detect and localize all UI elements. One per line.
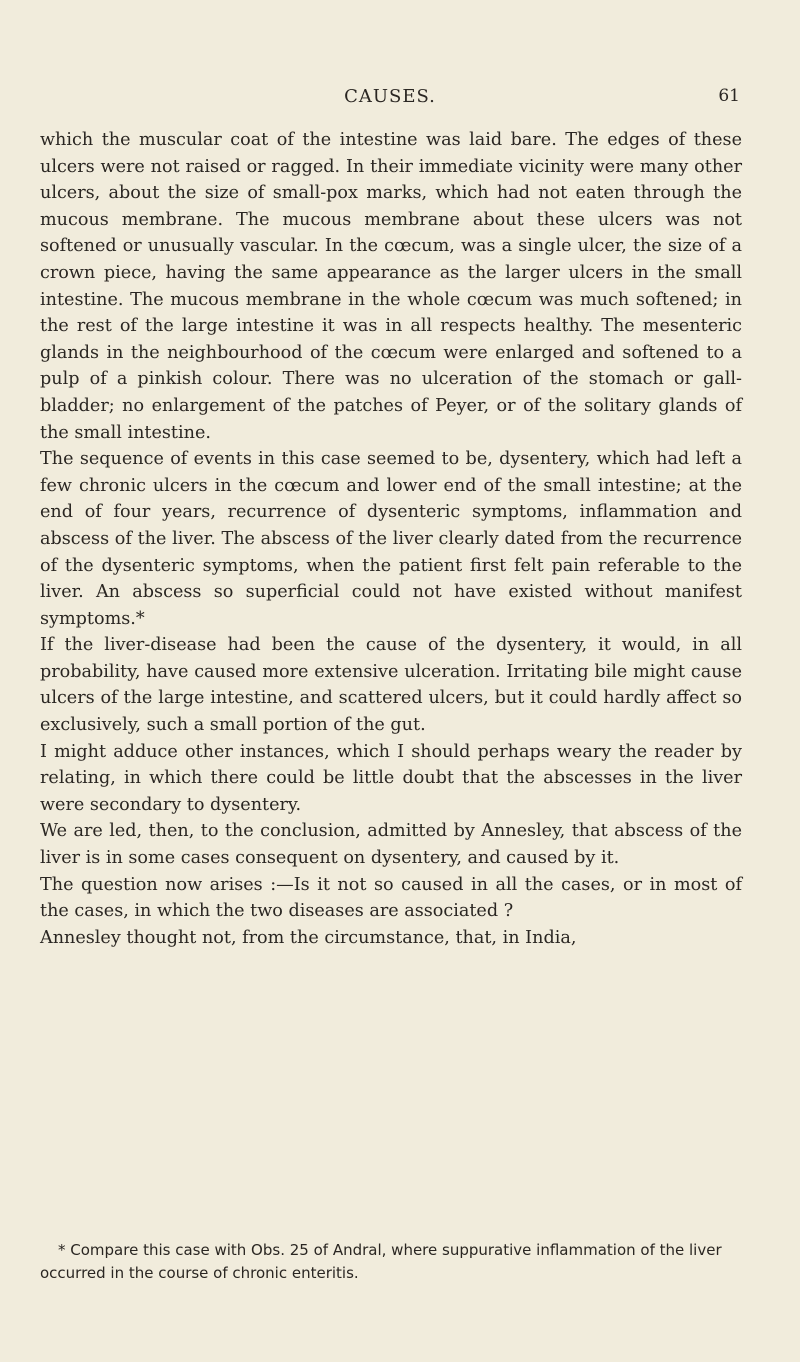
running-head [40,86,740,110]
running-title: CAUSES. [344,86,436,107]
body-text [40,127,742,951]
page-number: 61 [718,86,740,106]
paragraph: If the liver-disease had been the cause of the dysentery, it would, in all probability, have caused more extensive ulceration. Irritating bile might cause ulcers of the large intestine, and scattered ulcers, but it could hardly affect so exclusively, such a small portion of the gut. [40,635,742,736]
paragraph: I might adduce other instances, which I should perhaps weary the reader by relating, in which there could be little doubt that the abscesses in the liver were secondary to dysentery. [40,741,742,815]
footnote [40,1239,742,1285]
paragraph: The question now arises :—Is it not so caused in all the cases, or in most of the cases, in which the two diseases are associated ? [40,874,742,922]
footnote-text: * Compare this case with Obs. 25 of Andral, where suppurative inflammation of the liver occurred in the course of chronic enteritis. [40,1241,722,1282]
paragraph: The sequence of events in this case seemed to be, dysentery, which had left a few chronic ulcers in the cœcum and lower end of the small intestine; at the end of four years, recurrence of dysenteric symptoms, inflammation and abscess of the liver. The abscess of the liver clearly dated from the recurrence of the dysenteric symptoms, when the patient first felt pain referable to the liver. An abscess so superficial could not have existed without manifest symptoms.* [40,449,742,629]
paragraph: We are led, then, to the conclusion, admitted by Annesley, that abscess of the liver is in some cases consequent on dysentery, and caused by it. [40,821,742,869]
paragraph: which the muscular coat of the intestine was laid bare. The edges of these ulcers were not raised or ragged. In their immediate vicinity were many other ulcers, about the size of small-pox marks, which had not eaten through the mucous membrane. The mucous membrane about these ulcers was not softened or unusually vascular. In the cœcum, was a single ulcer, the size of a crown piece, having the same appearance as the larger ulcers in the small intestine. The mucous membrane in the whole cœcum was much softened; in the rest of the large intestine it was in all respects healthy. The mesenteric glands in the neighbourhood of the cœcum were enlarged and softened to a pulp of a pinkish colour. There was no ulceration of the stomach or gall-bladder; no enlargement of the patches of Peyer, or of the solitary glands of the small intestine. [40,130,742,443]
paragraph: Annesley thought not, from the circumstance, that, in India, [40,927,577,948]
